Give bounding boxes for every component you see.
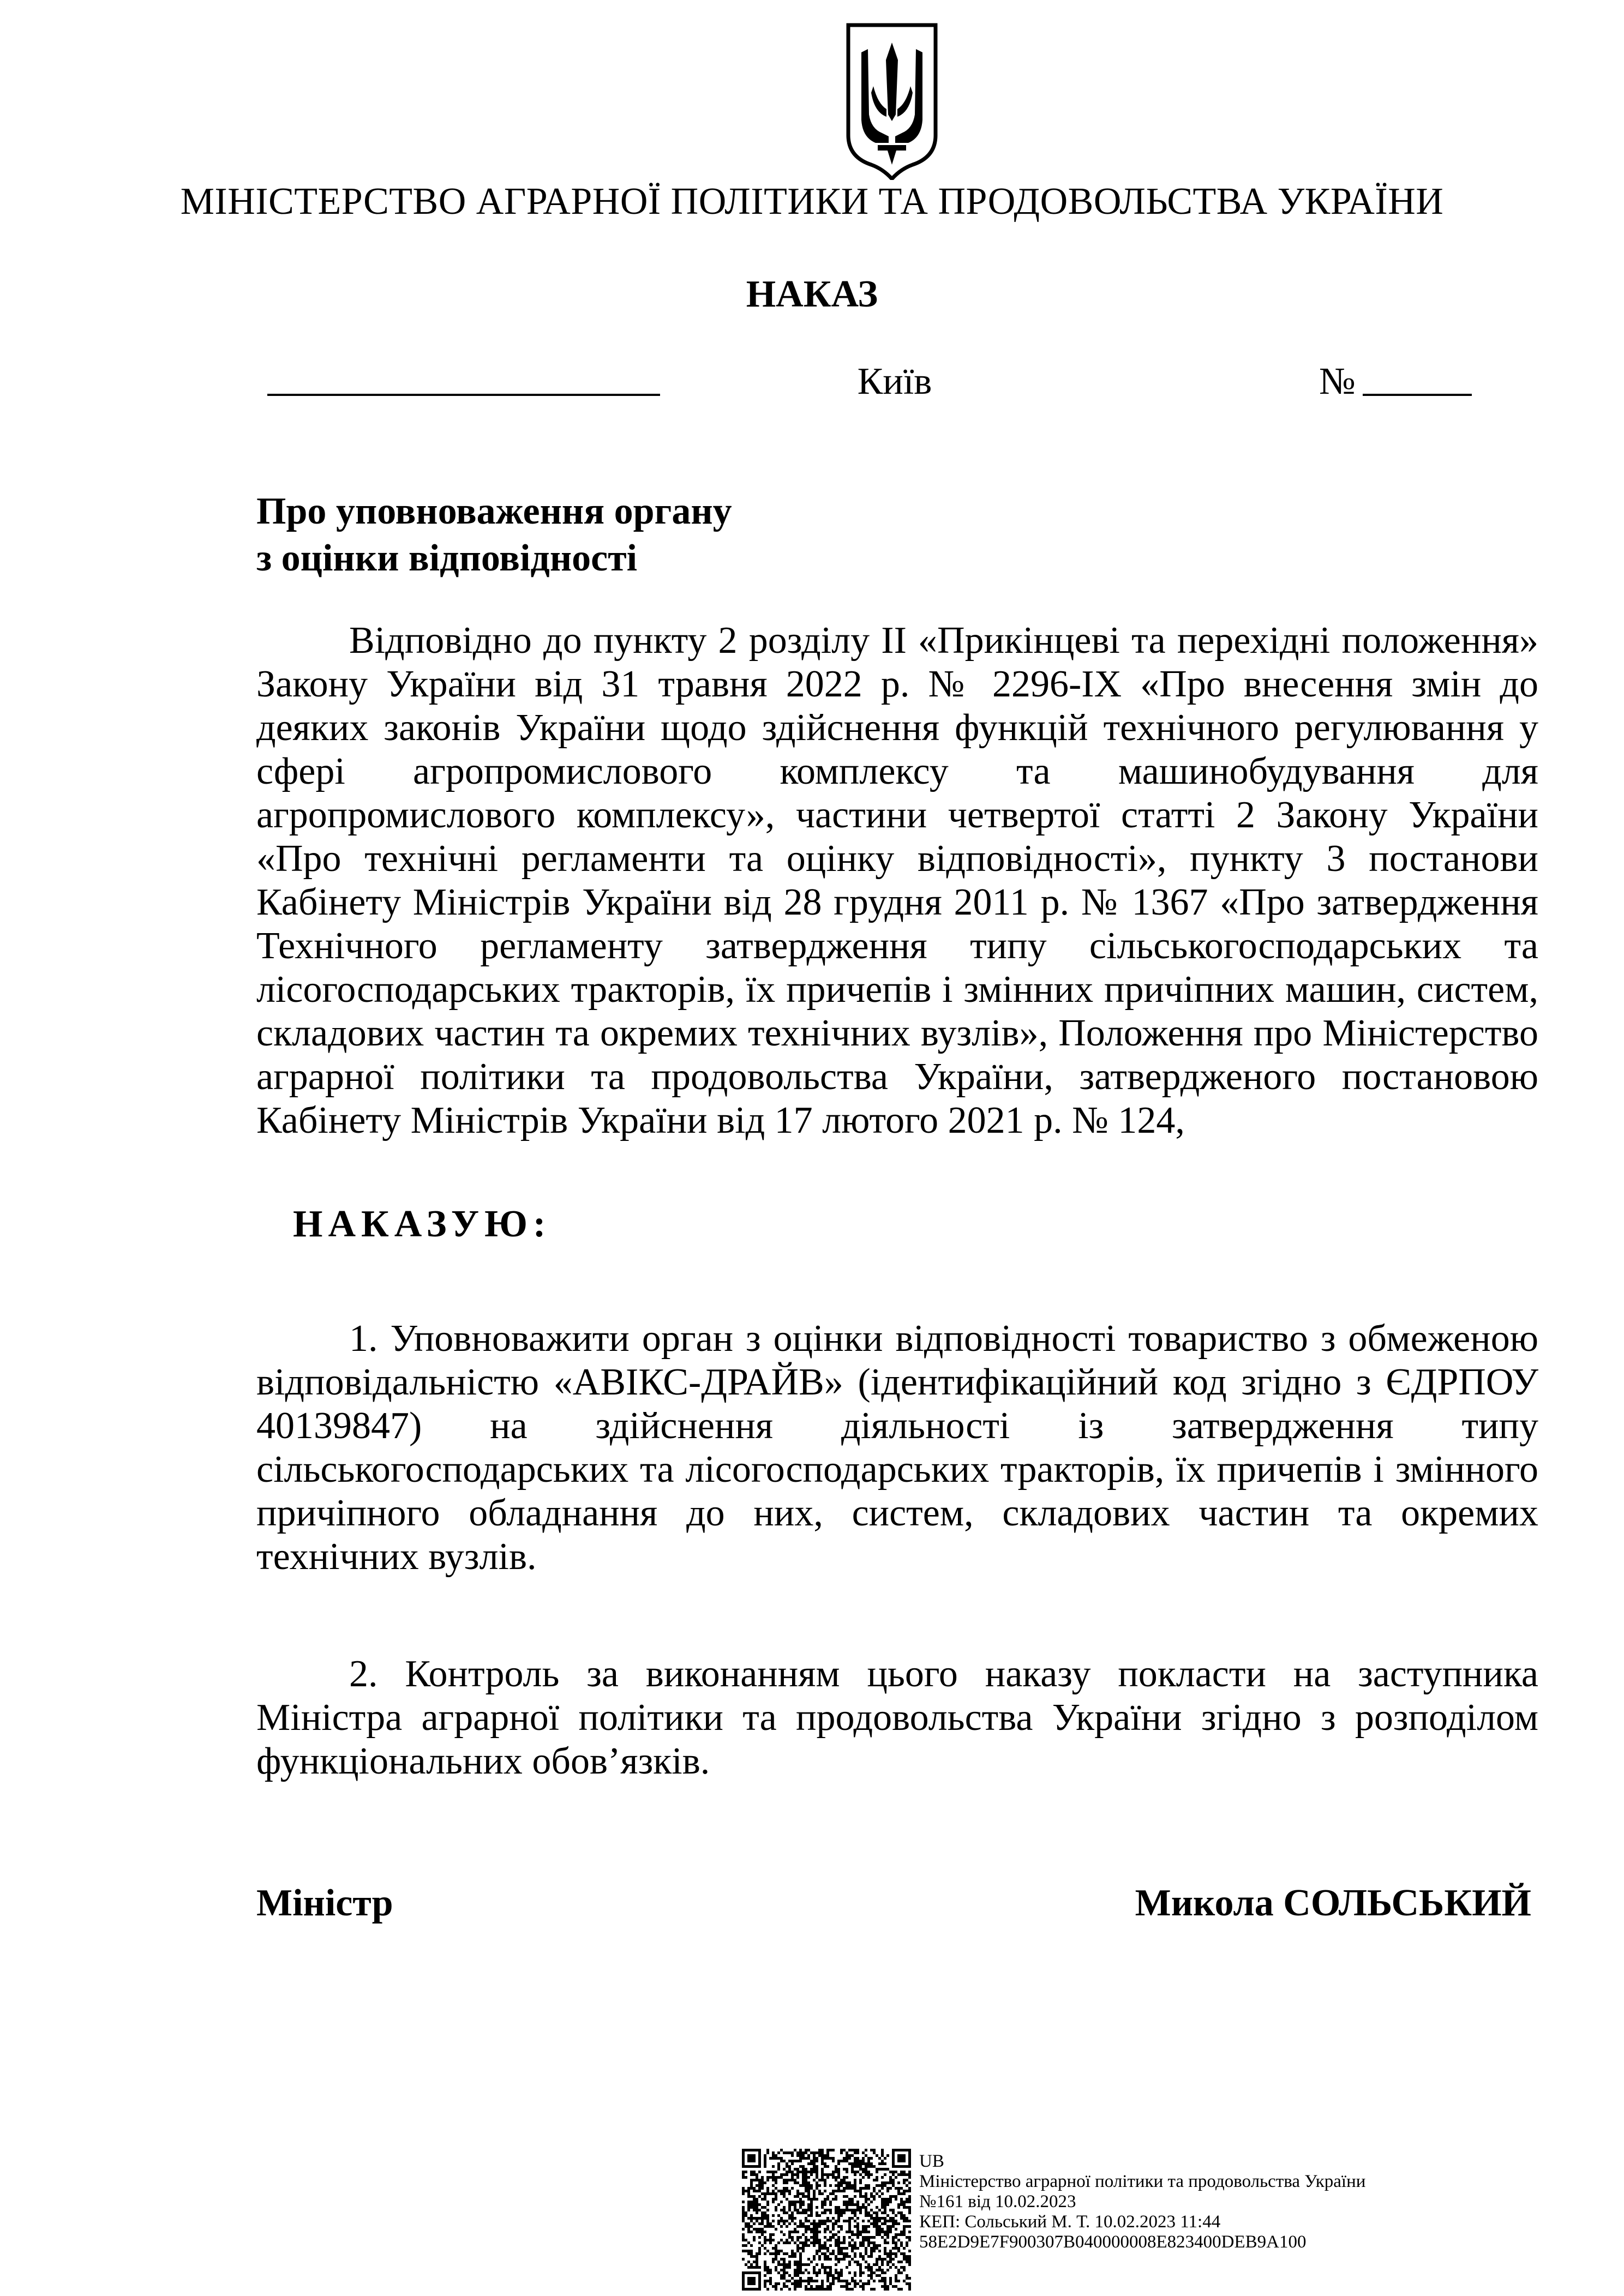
subject-line-2: з оцінки відповідності [256,537,638,579]
signer-position: Міністр [256,1882,393,1924]
order-item-1: 1. Уповноважити орган з оцінки відповідності товариство з обмеженою відповідальністю «АВІКС-ДРАЙВ» (ідентифікаційний код згідно з ЄДРПОУ 40139847) на здійснення діяльності із затвердження типу сільськогосподарських та лісогосподарських тракторів, їх причепів і змінного причіпного обладнання до них, систем, складових частин та окремих технічних вузлів. [256,1318,1538,1578]
stamp-line-2: Міністерство аграрної політики та продовольства України [919,2172,1366,2191]
stamp-line-3: №161 від 10.02.2023 [919,2192,1076,2211]
subject [256,488,732,582]
stamp-line-4: КЕП: Сольський М. Т. 10.02.2023 11:44 [919,2212,1221,2232]
order-item-2: 2. Контроль за виконанням цього наказу покласти на заступника Міністра аграрної політики та продовольства України згідно з розподілом функціональних обов’язків. [256,1653,1538,1782]
preamble-paragraph: Відповідно до пункту 2 розділу II «Прикінцеві та перехідні положення» Закону України від 31 травня 2022 р. № 2296-IX «Про внесення змін до деяких законів України щодо здійснення функцій технічного регулювання у сфері агропромислового комплексу та машинобудування для агропромислового комплексу», частини четвертої статті 2 Закону України «Про технічні регламенти та оцінку відповідності», пункту 3 постанови Кабінету Міністрів України від 28 грудня 2011 р. № 1367 «Про затвердження Технічного регламенту затвердження типу сільськогосподарських та лісогосподарських тракторів, їх причепів і змінних причіпних машин, систем, складових частин та окремих технічних вузлів», Положення про Міністерство аграрної політики та продовольства України, затвердженого постановою Кабінету Міністрів України від 17 лютого 2021 р. № 124, [256,620,1538,1141]
document-type: НАКАЗ [746,273,878,315]
e-signature-stamp [919,2151,1365,2252]
date-blank-line [267,394,660,396]
ministry-name: МІНІСТЕРСТВО АГРАРНОЇ ПОЛІТИКИ ТА ПРОДОВОЛЬСТВА УКРАЇНИ [180,181,1444,223]
stamp-line-5: 58E2D9E7F900307B040000008E823400DEB9A100 [919,2232,1307,2252]
subject-line-1: Про уповноваження органу [256,490,732,532]
order-word: НАКАЗУЮ: [293,1203,552,1245]
signer-name: Микола СОЛЬСЬКИЙ [1135,1882,1531,1924]
city: Київ [857,360,932,402]
qr-code-icon [742,2149,911,2291]
number-blank-line [1363,394,1472,396]
number-sign: № [1319,360,1356,402]
trident-icon [843,22,941,180]
stamp-line-1: UB [919,2151,944,2171]
